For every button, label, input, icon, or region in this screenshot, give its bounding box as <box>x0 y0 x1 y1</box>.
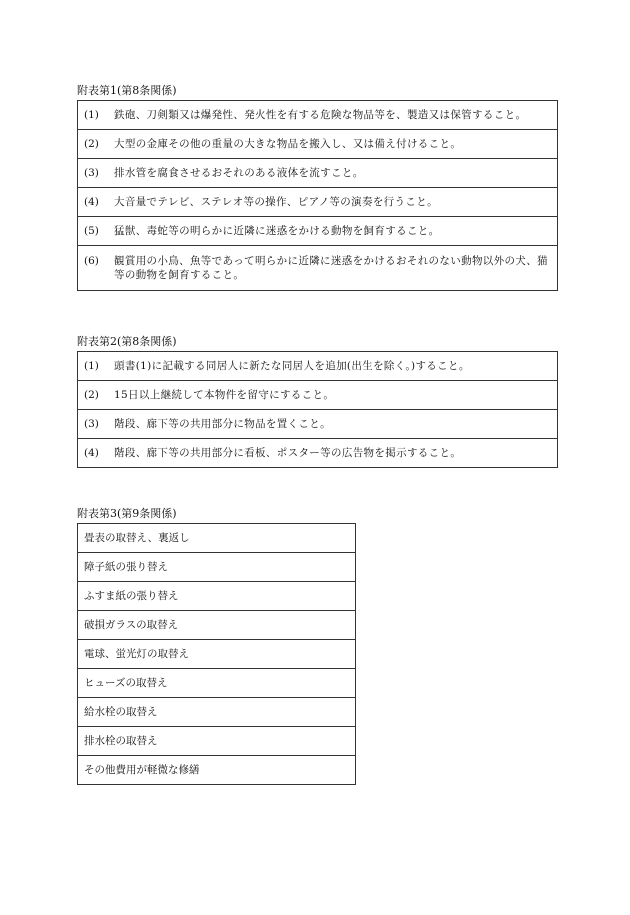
appendix-table-2-title: 附表第2(第8条関係) <box>77 335 177 348</box>
row-text: 大音量でテレビ、ステレオ等の操作、ピアノ等の演奏を行うこと。 <box>114 196 438 208</box>
table-row <box>78 669 356 698</box>
table-row <box>78 524 356 553</box>
row-number: (6) <box>84 255 99 267</box>
table-row <box>78 582 356 611</box>
appendix-table-3-title: 附表第3(第9条関係) <box>77 507 177 520</box>
row-text: 排水管を腐食させるおそれのある液体を流すこと。 <box>114 167 364 179</box>
row-text: 大型の金庫その他の重量の大きな物品を搬入し、又は備え付けること。 <box>114 138 462 150</box>
row-text: 破損ガラスの取替え <box>84 619 179 631</box>
row-text: ふすま紙の張り替え <box>84 590 179 602</box>
table-row <box>78 130 558 159</box>
row-text: 頭書(1)に記載する同居人に新たな同居人を追加(出生を除く。)すること。 <box>114 360 470 372</box>
row-text: 15日以上継続して本物件を留守にすること。 <box>114 389 335 401</box>
table-row <box>78 698 356 727</box>
appendix-table-3-section <box>77 507 356 785</box>
table-row <box>78 246 558 291</box>
appendix-table-1 <box>77 100 558 291</box>
row-number: (4) <box>84 447 99 459</box>
row-text: 猛獣、毒蛇等の明らかに近隣に迷惑をかける動物を飼育すること。 <box>114 225 440 237</box>
table-row <box>78 611 356 640</box>
row-text: 観賞用の小鳥、魚等であって明らかに近隣に迷惑をかけるおそれのない動物以外の犬、猫等の動物を飼育すること。 <box>114 255 548 281</box>
table-row <box>78 381 558 410</box>
table-row <box>78 188 558 217</box>
appendix-table-3 <box>77 523 356 785</box>
row-number: (4) <box>84 196 99 208</box>
appendix-table-1-title: 附表第1(第8条関係) <box>77 84 177 97</box>
appendix-table-1-section <box>77 84 558 291</box>
row-text: 階段、廊下等の共用部分に看板、ポスター等の広告物を掲示すること。 <box>114 447 462 459</box>
row-number: (2) <box>84 138 99 150</box>
table-row <box>78 439 558 468</box>
appendix-table-2 <box>77 351 558 468</box>
row-text: 障子紙の張り替え <box>84 561 168 573</box>
row-text: 鉄砲、刀剣類又は爆発性、発火性を有する危険な物品等を、製造又は保管すること。 <box>114 109 527 121</box>
appendix-table-2-section <box>77 335 558 468</box>
row-text: ヒューズの取替え <box>84 677 168 689</box>
row-text: 畳表の取替え、裏返し <box>84 532 190 544</box>
row-text: その他費用が軽微な修繕 <box>84 764 200 776</box>
row-number: (2) <box>84 389 99 401</box>
row-number: (1) <box>84 360 99 372</box>
row-number: (3) <box>84 418 99 430</box>
table-row <box>78 553 356 582</box>
row-text: 給水栓の取替え <box>84 706 158 718</box>
row-text: 階段、廊下等の共用部分に物品を置くこと。 <box>114 418 331 430</box>
table-row <box>78 159 558 188</box>
table-row <box>78 217 558 246</box>
table-row <box>78 101 558 130</box>
row-number: (1) <box>84 109 99 121</box>
table-row <box>78 410 558 439</box>
table-row <box>78 727 356 756</box>
row-number: (3) <box>84 167 99 179</box>
table-row <box>78 756 356 785</box>
row-text: 電球、蛍光灯の取替え <box>84 648 189 660</box>
table-row <box>78 352 558 381</box>
row-number: (5) <box>84 225 99 237</box>
row-text: 排水栓の取替え <box>84 735 158 747</box>
table-row <box>78 640 356 669</box>
